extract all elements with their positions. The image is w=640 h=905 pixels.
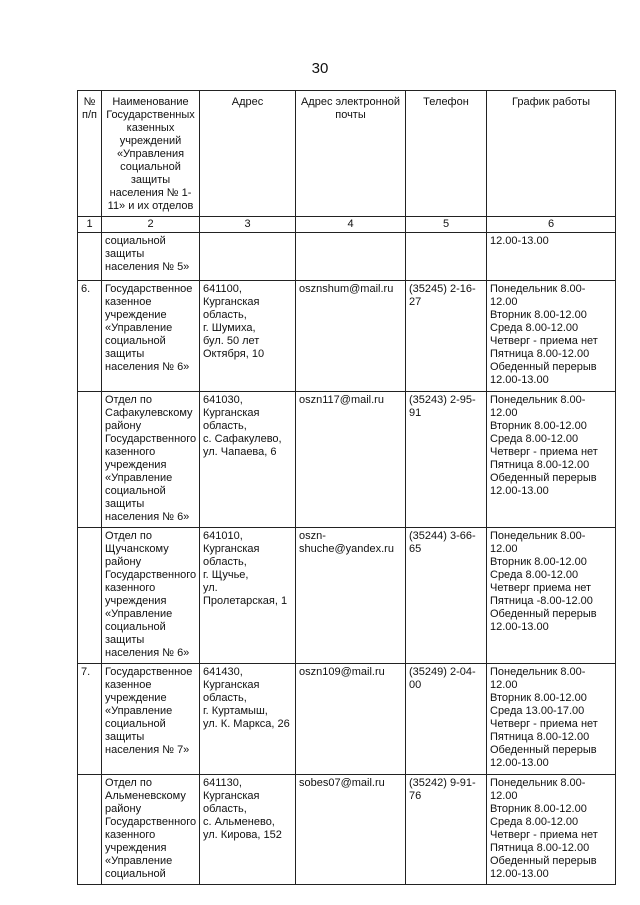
institution-schedule: Понедельник 8.00- 12.00 Вторник 8.00-12.00 Среда 8.00-12.00 Четверг - приема нет Пятница 8.00-12.00 Обеденный перерыв 12.00-13.00	[487, 775, 616, 885]
institution-schedule: Понедельник 8.00- 12.00 Вторник 8.00-12.00 Среда 13.00-17.00 Четверг - приема нет Пятница 8.00-12.00 Обеденный перерыв 12.00-13.00	[487, 664, 616, 775]
institution-email: oszn117@mail.ru	[296, 392, 406, 528]
institution-name: Отдел по Альменевскому району Государственного казенного учреждения «Управление социальной	[102, 775, 200, 885]
column-number-row	[78, 217, 616, 233]
column-number: 4	[296, 217, 406, 233]
table-row	[78, 392, 616, 528]
header-address: Адрес	[200, 91, 296, 217]
row-number	[78, 775, 102, 885]
institution-address: 641030, Курганская область, с. Сафакулево, ул. Чапаева, 6	[200, 392, 296, 528]
table-row	[78, 281, 616, 392]
header-phone: Телефон	[406, 91, 487, 217]
page-number: 30	[311, 60, 329, 77]
column-number: 6	[487, 217, 616, 233]
column-number: 3	[200, 217, 296, 233]
column-number: 2	[102, 217, 200, 233]
institution-address: 641430, Курганская область, г. Куртамыш, ул. К. Маркса, 26	[200, 664, 296, 775]
institution-schedule: Понедельник 8.00- 12.00 Вторник 8.00-12.00 Среда 8.00-12.00 Четверг приема нет Пятница -8.00-12.00 Обеденный перерыв 12.00-13.00	[487, 528, 616, 664]
header-name: Наименование Государственных казенных учреждений «Управления социальной защиты населения № 1- 11» и их отделов	[102, 91, 200, 217]
table-row	[78, 528, 616, 664]
row-number	[78, 528, 102, 664]
institution-address: 641010, Курганская область, г. Щучье, ул. Пролетарская, 1	[200, 528, 296, 664]
table-row	[78, 233, 616, 281]
institution-name: Государственное казенное учреждение «Управление социальной защиты населения № 7»	[102, 664, 200, 775]
institution-name: Отдел по Щучанскому району Государственного казенного учреждения «Управление социальной защиты населения № 6»	[102, 528, 200, 664]
institution-phone	[406, 233, 487, 281]
institution-email: oszn109@mail.ru	[296, 664, 406, 775]
header-number: № п/п	[78, 91, 102, 217]
header-email: Адрес электронной почты	[296, 91, 406, 217]
institution-email: oszn- shuche@yandex.ru	[296, 528, 406, 664]
institution-email: sobes07@mail.ru	[296, 775, 406, 885]
institution-schedule: Понедельник 8.00- 12.00 Вторник 8.00-12.00 Среда 8.00-12.00 Четверг - приема нет Пятница 8.00-12.00 Обеденный перерыв 12.00-13.00	[487, 281, 616, 392]
institution-address: 641130, Курганская область, с. Альменево, ул. Кирова, 152	[200, 775, 296, 885]
institution-phone: (35249) 2-04- 00	[406, 664, 487, 775]
institution-phone: (35242) 9-91- 76	[406, 775, 487, 885]
institution-address: 641100, Курганская область, г. Шумиха, бул. 50 лет Октября, 10	[200, 281, 296, 392]
column-number: 1	[78, 217, 102, 233]
institution-email	[296, 233, 406, 281]
institution-email: osznshum@mail.ru	[296, 281, 406, 392]
table-row	[78, 775, 616, 885]
row-number: 6.	[78, 281, 102, 392]
table-header-row	[78, 91, 616, 217]
row-number: 7.	[78, 664, 102, 775]
institution-name: Отдел по Сафакулевскому району Государственного казенного учреждения «Управление социальной защиты населения № 6»	[102, 392, 200, 528]
header-schedule: График работы	[487, 91, 616, 217]
institution-phone: (35243) 2-95- 91	[406, 392, 487, 528]
institution-name: социальной защиты населения № 5»	[102, 233, 200, 281]
row-number	[78, 392, 102, 528]
institution-phone: (35245) 2-16- 27	[406, 281, 487, 392]
column-number: 5	[406, 217, 487, 233]
row-number	[78, 233, 102, 281]
institution-name: Государственное казенное учреждение «Управление социальной защиты населения № 6»	[102, 281, 200, 392]
institutions-table	[77, 90, 616, 885]
institution-address	[200, 233, 296, 281]
institution-schedule: Понедельник 8.00- 12.00 Вторник 8.00-12.00 Среда 8.00-12.00 Четверг - приема нет Пятница 8.00-12.00 Обеденный перерыв 12.00-13.00	[487, 392, 616, 528]
table-row	[78, 664, 616, 775]
institution-phone: (35244) 3-66- 65	[406, 528, 487, 664]
institution-schedule: 12.00-13.00	[487, 233, 616, 281]
